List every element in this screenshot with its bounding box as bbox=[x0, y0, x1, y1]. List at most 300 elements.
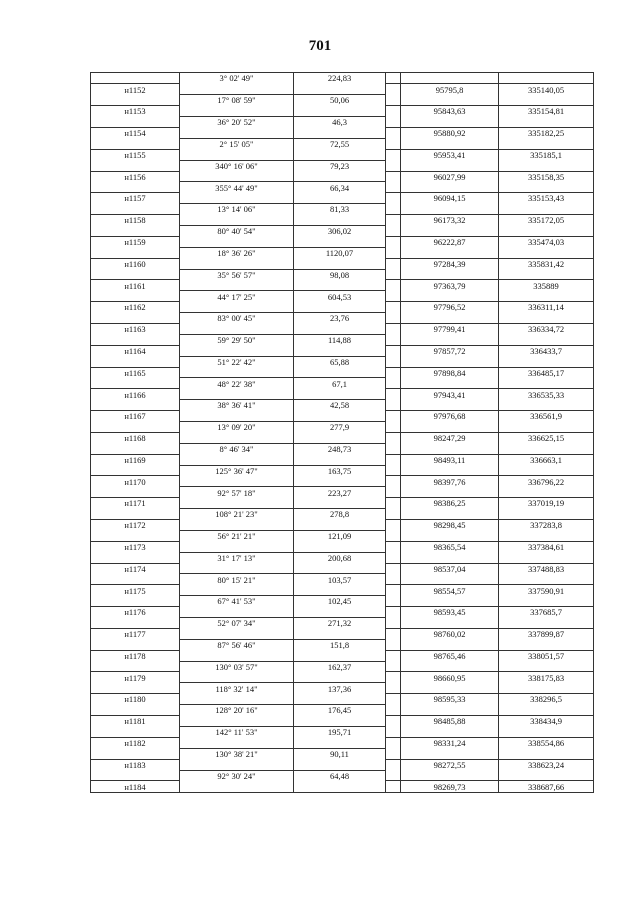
gap-cell bbox=[386, 225, 401, 236]
angle-cell bbox=[180, 454, 294, 465]
length-cell bbox=[294, 236, 386, 247]
point-cell: н1183 bbox=[91, 759, 180, 770]
y-cell: 336625,15 bbox=[499, 432, 594, 443]
x-cell bbox=[401, 182, 499, 193]
table-row-point bbox=[91, 236, 594, 247]
gap-cell bbox=[386, 345, 401, 356]
table-row-point bbox=[91, 84, 594, 95]
x-cell: 96094,15 bbox=[401, 193, 499, 204]
table-row-point bbox=[91, 367, 594, 378]
y-cell bbox=[499, 291, 594, 302]
x-cell: 96222,87 bbox=[401, 236, 499, 247]
length-cell: 66,34 bbox=[294, 182, 386, 193]
point-cell bbox=[91, 726, 180, 737]
table-row-segment bbox=[91, 618, 594, 629]
point-cell bbox=[91, 552, 180, 563]
table-row-point bbox=[91, 171, 594, 182]
x-cell: 98331,24 bbox=[401, 737, 499, 748]
y-cell: 336796,22 bbox=[499, 476, 594, 487]
x-cell bbox=[401, 400, 499, 411]
length-cell bbox=[294, 454, 386, 465]
angle-cell: 38° 36' 41" bbox=[180, 400, 294, 411]
length-cell bbox=[294, 411, 386, 422]
angle-cell bbox=[180, 345, 294, 356]
angle-cell bbox=[180, 302, 294, 313]
gap-cell bbox=[386, 465, 401, 476]
point-cell bbox=[91, 574, 180, 585]
x-cell bbox=[401, 574, 499, 585]
y-cell bbox=[499, 95, 594, 106]
x-cell: 97943,41 bbox=[401, 389, 499, 400]
angle-cell bbox=[180, 694, 294, 705]
point-cell: н1157 bbox=[91, 193, 180, 204]
point-cell bbox=[91, 356, 180, 367]
length-cell bbox=[294, 716, 386, 727]
gap-cell bbox=[386, 607, 401, 618]
table-row-segment bbox=[91, 291, 594, 302]
y-cell: 335182,25 bbox=[499, 127, 594, 138]
gap-cell bbox=[386, 639, 401, 650]
table-row-segment bbox=[91, 204, 594, 215]
angle-cell: 18° 36' 26" bbox=[180, 247, 294, 258]
y-cell bbox=[499, 726, 594, 737]
length-cell bbox=[294, 541, 386, 552]
y-cell bbox=[499, 618, 594, 629]
y-cell bbox=[499, 770, 594, 781]
angle-cell: 13° 09' 20" bbox=[180, 422, 294, 433]
gap-cell bbox=[386, 781, 401, 792]
x-cell: 98537,04 bbox=[401, 563, 499, 574]
gap-cell bbox=[386, 247, 401, 258]
x-cell bbox=[401, 117, 499, 128]
angle-cell: 108° 21' 23" bbox=[180, 509, 294, 520]
gap-cell bbox=[386, 694, 401, 705]
length-cell bbox=[294, 193, 386, 204]
x-cell: 96173,32 bbox=[401, 215, 499, 226]
angle-cell: 35° 56' 57" bbox=[180, 269, 294, 280]
length-cell: 278,8 bbox=[294, 509, 386, 520]
angle-cell: 44° 17' 25" bbox=[180, 291, 294, 302]
coordinates-table bbox=[90, 72, 594, 793]
point-cell bbox=[91, 705, 180, 716]
x-cell bbox=[401, 705, 499, 716]
point-cell: н1172 bbox=[91, 520, 180, 531]
table-row-point bbox=[91, 149, 594, 160]
length-cell: 163,75 bbox=[294, 465, 386, 476]
y-cell bbox=[499, 247, 594, 258]
y-cell: 336663,1 bbox=[499, 454, 594, 465]
point-cell bbox=[91, 443, 180, 454]
length-cell bbox=[294, 694, 386, 705]
angle-cell: 59° 29' 50" bbox=[180, 334, 294, 345]
x-cell bbox=[401, 269, 499, 280]
gap-cell bbox=[386, 705, 401, 716]
x-cell: 95953,41 bbox=[401, 149, 499, 160]
y-cell: 337384,61 bbox=[499, 541, 594, 552]
gap-cell bbox=[386, 454, 401, 465]
table-row-segment bbox=[91, 356, 594, 367]
x-cell: 97976,68 bbox=[401, 411, 499, 422]
point-cell: н1180 bbox=[91, 694, 180, 705]
x-cell: 98272,55 bbox=[401, 759, 499, 770]
x-cell bbox=[401, 683, 499, 694]
gap-cell bbox=[386, 236, 401, 247]
gap-cell bbox=[386, 291, 401, 302]
length-cell bbox=[294, 650, 386, 661]
angle-cell: 36° 20' 52" bbox=[180, 117, 294, 128]
table-row-point bbox=[91, 411, 594, 422]
x-cell: 98269,73 bbox=[401, 781, 499, 792]
y-cell: 335474,03 bbox=[499, 236, 594, 247]
y-cell: 336535,33 bbox=[499, 389, 594, 400]
y-cell bbox=[499, 138, 594, 149]
length-cell: 195,71 bbox=[294, 726, 386, 737]
length-cell: 103,57 bbox=[294, 574, 386, 585]
y-cell: 338175,83 bbox=[499, 672, 594, 683]
angle-cell: 51° 22' 42" bbox=[180, 356, 294, 367]
x-cell: 98247,29 bbox=[401, 432, 499, 443]
table-row-segment bbox=[91, 509, 594, 520]
point-cell: н1165 bbox=[91, 367, 180, 378]
table-row-point bbox=[91, 323, 594, 334]
x-cell: 98593,45 bbox=[401, 607, 499, 618]
x-cell bbox=[401, 160, 499, 171]
length-cell: 42,58 bbox=[294, 400, 386, 411]
angle-cell: 67° 41' 53" bbox=[180, 596, 294, 607]
point-cell bbox=[91, 530, 180, 541]
angle-cell bbox=[180, 280, 294, 291]
angle-cell bbox=[180, 149, 294, 160]
angle-cell bbox=[180, 541, 294, 552]
y-cell bbox=[499, 530, 594, 541]
x-cell bbox=[401, 204, 499, 215]
gap-cell bbox=[386, 356, 401, 367]
x-cell: 98554,57 bbox=[401, 585, 499, 596]
length-cell bbox=[294, 432, 386, 443]
point-cell: н1159 bbox=[91, 236, 180, 247]
gap-cell bbox=[386, 520, 401, 531]
point-cell bbox=[91, 313, 180, 324]
point-cell bbox=[91, 465, 180, 476]
length-cell bbox=[294, 389, 386, 400]
x-cell: 98595,33 bbox=[401, 694, 499, 705]
length-cell: 151,8 bbox=[294, 639, 386, 650]
angle-cell bbox=[180, 106, 294, 117]
x-cell: 98365,54 bbox=[401, 541, 499, 552]
angle-cell: 130° 03' 57" bbox=[180, 661, 294, 672]
angle-cell: 87° 56' 46" bbox=[180, 639, 294, 650]
y-cell: 338434,9 bbox=[499, 716, 594, 727]
y-cell: 335153,43 bbox=[499, 193, 594, 204]
table-row-point bbox=[91, 672, 594, 683]
gap-cell bbox=[386, 509, 401, 520]
length-cell bbox=[294, 628, 386, 639]
x-cell: 98765,46 bbox=[401, 650, 499, 661]
gap-cell bbox=[386, 313, 401, 324]
y-cell: 338296,5 bbox=[499, 694, 594, 705]
table-row-point bbox=[91, 302, 594, 313]
x-cell: 98485,88 bbox=[401, 716, 499, 727]
point-cell: н1163 bbox=[91, 323, 180, 334]
point-cell bbox=[91, 138, 180, 149]
table-row-segment bbox=[91, 73, 594, 84]
table-row-segment bbox=[91, 639, 594, 650]
length-cell bbox=[294, 476, 386, 487]
length-cell: 64,48 bbox=[294, 770, 386, 781]
point-cell bbox=[91, 400, 180, 411]
table-row-segment bbox=[91, 443, 594, 454]
length-cell: 137,36 bbox=[294, 683, 386, 694]
table-row-point bbox=[91, 127, 594, 138]
point-cell bbox=[91, 661, 180, 672]
gap-cell bbox=[386, 127, 401, 138]
point-cell: н1184 bbox=[91, 781, 180, 792]
gap-cell bbox=[386, 748, 401, 759]
gap-cell bbox=[386, 84, 401, 95]
y-cell bbox=[499, 400, 594, 411]
gap-cell bbox=[386, 106, 401, 117]
y-cell bbox=[499, 487, 594, 498]
table-row-point bbox=[91, 106, 594, 117]
point-cell bbox=[91, 225, 180, 236]
gap-cell bbox=[386, 149, 401, 160]
length-cell bbox=[294, 215, 386, 226]
gap-cell bbox=[386, 759, 401, 770]
y-cell bbox=[499, 465, 594, 476]
x-cell bbox=[401, 291, 499, 302]
table-row-point bbox=[91, 759, 594, 770]
length-cell bbox=[294, 367, 386, 378]
length-cell bbox=[294, 607, 386, 618]
y-cell bbox=[499, 334, 594, 345]
gap-cell bbox=[386, 367, 401, 378]
point-cell bbox=[91, 509, 180, 520]
length-cell bbox=[294, 345, 386, 356]
gap-cell bbox=[386, 323, 401, 334]
point-cell: н1158 bbox=[91, 215, 180, 226]
x-cell bbox=[401, 618, 499, 629]
gap-cell bbox=[386, 574, 401, 585]
length-cell bbox=[294, 280, 386, 291]
angle-cell bbox=[180, 236, 294, 247]
y-cell bbox=[499, 160, 594, 171]
x-cell: 98386,25 bbox=[401, 498, 499, 509]
y-cell bbox=[499, 552, 594, 563]
point-cell: н1168 bbox=[91, 432, 180, 443]
point-cell: н1174 bbox=[91, 563, 180, 574]
y-cell: 336433,7 bbox=[499, 345, 594, 356]
table-row-point bbox=[91, 563, 594, 574]
gap-cell bbox=[386, 476, 401, 487]
point-cell bbox=[91, 596, 180, 607]
table-row-segment bbox=[91, 117, 594, 128]
table-row-segment bbox=[91, 138, 594, 149]
length-cell: 271,32 bbox=[294, 618, 386, 629]
gap-cell bbox=[386, 182, 401, 193]
length-cell: 46,3 bbox=[294, 117, 386, 128]
point-cell bbox=[91, 73, 180, 84]
angle-cell: 128° 20' 16" bbox=[180, 705, 294, 716]
gap-cell bbox=[386, 683, 401, 694]
y-cell: 336485,17 bbox=[499, 367, 594, 378]
angle-cell bbox=[180, 323, 294, 334]
angle-cell bbox=[180, 367, 294, 378]
y-cell bbox=[499, 356, 594, 367]
length-cell: 1120,07 bbox=[294, 247, 386, 258]
y-cell: 337019,19 bbox=[499, 498, 594, 509]
y-cell bbox=[499, 443, 594, 454]
gap-cell bbox=[386, 73, 401, 84]
gap-cell bbox=[386, 193, 401, 204]
point-cell: н1169 bbox=[91, 454, 180, 465]
y-cell: 338051,57 bbox=[499, 650, 594, 661]
gap-cell bbox=[386, 618, 401, 629]
point-cell bbox=[91, 269, 180, 280]
table-row-point bbox=[91, 476, 594, 487]
x-cell bbox=[401, 726, 499, 737]
point-cell bbox=[91, 487, 180, 498]
x-cell: 98760,02 bbox=[401, 628, 499, 639]
point-cell: н1155 bbox=[91, 149, 180, 160]
y-cell bbox=[499, 661, 594, 672]
length-cell: 114,88 bbox=[294, 334, 386, 345]
x-cell bbox=[401, 552, 499, 563]
x-cell bbox=[401, 378, 499, 389]
y-cell bbox=[499, 378, 594, 389]
gap-cell bbox=[386, 716, 401, 727]
gap-cell bbox=[386, 432, 401, 443]
y-cell: 336334,72 bbox=[499, 323, 594, 334]
gap-cell bbox=[386, 334, 401, 345]
table-row-segment bbox=[91, 705, 594, 716]
table-row-point bbox=[91, 193, 594, 204]
point-cell: н1182 bbox=[91, 737, 180, 748]
table-row-segment bbox=[91, 182, 594, 193]
x-cell: 97898,84 bbox=[401, 367, 499, 378]
angle-cell: 92° 30' 24" bbox=[180, 770, 294, 781]
gap-cell bbox=[386, 563, 401, 574]
angle-cell: 83° 00' 45" bbox=[180, 313, 294, 324]
length-cell: 223,27 bbox=[294, 487, 386, 498]
gap-cell bbox=[386, 487, 401, 498]
angle-cell: 56° 21' 21" bbox=[180, 530, 294, 541]
angle-cell bbox=[180, 215, 294, 226]
angle-cell bbox=[180, 171, 294, 182]
table-row-point bbox=[91, 607, 594, 618]
y-cell bbox=[499, 509, 594, 520]
point-cell: н1166 bbox=[91, 389, 180, 400]
length-cell bbox=[294, 302, 386, 313]
angle-cell: 118° 32' 14" bbox=[180, 683, 294, 694]
point-cell bbox=[91, 334, 180, 345]
angle-cell bbox=[180, 585, 294, 596]
table-row-segment bbox=[91, 378, 594, 389]
y-cell: 335185,1 bbox=[499, 149, 594, 160]
table-row-point bbox=[91, 781, 594, 792]
x-cell bbox=[401, 748, 499, 759]
angle-cell: 80° 40' 54" bbox=[180, 225, 294, 236]
angle-cell: 3° 02' 49" bbox=[180, 73, 294, 84]
point-cell: н1161 bbox=[91, 280, 180, 291]
angle-cell bbox=[180, 432, 294, 443]
coordinates-table-body bbox=[91, 73, 594, 793]
angle-cell bbox=[180, 716, 294, 727]
x-cell: 98493,11 bbox=[401, 454, 499, 465]
point-cell bbox=[91, 748, 180, 759]
table-row-segment bbox=[91, 400, 594, 411]
angle-cell: 125° 36' 47" bbox=[180, 465, 294, 476]
gap-cell bbox=[386, 204, 401, 215]
angle-cell bbox=[180, 258, 294, 269]
x-cell bbox=[401, 661, 499, 672]
length-cell: 277,9 bbox=[294, 422, 386, 433]
length-cell bbox=[294, 149, 386, 160]
y-cell bbox=[499, 182, 594, 193]
angle-cell: 2° 15' 05" bbox=[180, 138, 294, 149]
y-cell bbox=[499, 117, 594, 128]
point-cell bbox=[91, 770, 180, 781]
length-cell: 72,55 bbox=[294, 138, 386, 149]
length-cell: 65,88 bbox=[294, 356, 386, 367]
y-cell: 337899,87 bbox=[499, 628, 594, 639]
x-cell: 97857,72 bbox=[401, 345, 499, 356]
length-cell: 90,11 bbox=[294, 748, 386, 759]
table-row-segment bbox=[91, 225, 594, 236]
table-row-segment bbox=[91, 552, 594, 563]
length-cell bbox=[294, 127, 386, 138]
y-cell bbox=[499, 269, 594, 280]
point-cell bbox=[91, 247, 180, 258]
x-cell bbox=[401, 334, 499, 345]
table-row-point bbox=[91, 650, 594, 661]
x-cell: 97799,41 bbox=[401, 323, 499, 334]
length-cell bbox=[294, 498, 386, 509]
table-row-segment bbox=[91, 247, 594, 258]
gap-cell bbox=[386, 737, 401, 748]
y-cell bbox=[499, 639, 594, 650]
gap-cell bbox=[386, 530, 401, 541]
gap-cell bbox=[386, 138, 401, 149]
angle-cell: 142° 11' 53" bbox=[180, 726, 294, 737]
y-cell bbox=[499, 683, 594, 694]
length-cell: 176,45 bbox=[294, 705, 386, 716]
table-row-point bbox=[91, 585, 594, 596]
table-row-segment bbox=[91, 95, 594, 106]
gap-cell bbox=[386, 302, 401, 313]
length-cell: 79,23 bbox=[294, 160, 386, 171]
point-cell bbox=[91, 117, 180, 128]
length-cell: 162,37 bbox=[294, 661, 386, 672]
point-cell: н1173 bbox=[91, 541, 180, 552]
length-cell bbox=[294, 672, 386, 683]
point-cell: н1152 bbox=[91, 84, 180, 95]
length-cell: 306,02 bbox=[294, 225, 386, 236]
x-cell bbox=[401, 530, 499, 541]
x-cell bbox=[401, 465, 499, 476]
table-row-point bbox=[91, 389, 594, 400]
angle-cell bbox=[180, 628, 294, 639]
point-cell: н1181 bbox=[91, 716, 180, 727]
y-cell: 335154,81 bbox=[499, 106, 594, 117]
y-cell: 336311,14 bbox=[499, 302, 594, 313]
y-cell: 336561,9 bbox=[499, 411, 594, 422]
angle-cell bbox=[180, 563, 294, 574]
point-cell bbox=[91, 422, 180, 433]
length-cell bbox=[294, 171, 386, 182]
gap-cell bbox=[386, 661, 401, 672]
table-row-segment bbox=[91, 334, 594, 345]
table-row-segment bbox=[91, 683, 594, 694]
